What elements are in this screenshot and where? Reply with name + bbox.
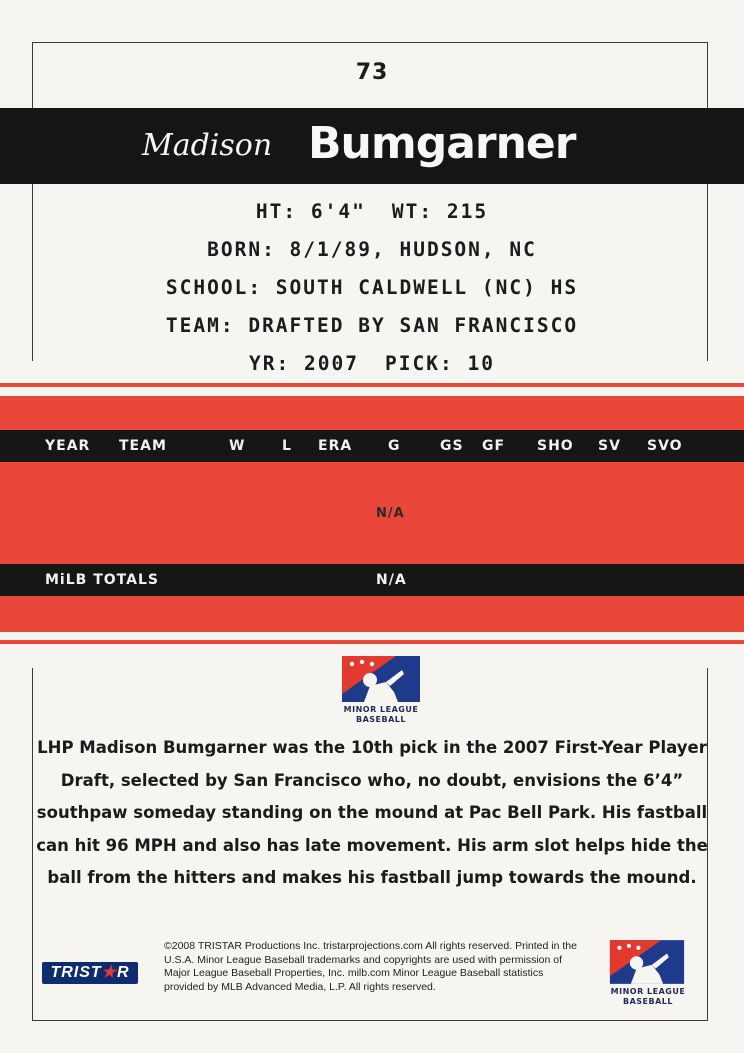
col-gf: GF bbox=[482, 438, 506, 454]
card-number: 73 bbox=[355, 60, 389, 85]
pick-label: PICK: bbox=[385, 352, 454, 375]
year-value: 2007 bbox=[304, 352, 359, 375]
tristar-text-post: R bbox=[117, 964, 130, 981]
height-value: 6'4" bbox=[310, 200, 366, 223]
stats-body-band bbox=[0, 462, 744, 564]
bio-born: BORN: 8/1/89, HUDSON, NC bbox=[207, 238, 537, 261]
red-pinstripe bbox=[0, 383, 744, 387]
col-era: ERA bbox=[318, 438, 353, 454]
milb-logo-caption bbox=[330, 705, 432, 725]
stats-bottom-band bbox=[0, 596, 744, 632]
tristar-text-pre: TRIST bbox=[50, 964, 102, 981]
totals-label: MiLB TOTALS bbox=[45, 572, 159, 588]
milb-logo-line1: MINOR LEAGUE bbox=[343, 705, 419, 714]
milb-corner-line2: BASEBALL bbox=[623, 997, 673, 1006]
player-bio-paragraph: LHP Madison Bumgarner was the 10th pick in the 2007 First-Year Player Draft, selected by San Francisco who, no doubt, envisions the 6’4” southpaw someday standing on the mound at Pac Bell Park. His fastball can hit 96 MPH and also has late movement. His arm slot helps hide the ball from the hitters and makes his fastball jump towards the mound. bbox=[36, 738, 708, 887]
stats-red-band bbox=[0, 396, 744, 430]
col-w: W bbox=[229, 438, 246, 454]
year-label: YR: bbox=[249, 352, 291, 375]
legal-text: ©2008 TRISTAR Productions Inc. tristarprojections.com All rights reserved. Printed in the U.S.A. Minor League Baseball trademarks and copyrights are used with permission of Major League Baseball Properties, Inc. milb.com Minor League Baseball statistics provided by MLB Advanced Media, L.P. All rights reserved. bbox=[164, 940, 577, 993]
col-l: L bbox=[282, 438, 292, 454]
weight-label: WT: bbox=[391, 200, 434, 223]
col-sv: SV bbox=[598, 438, 621, 454]
milb-logo-icon bbox=[340, 654, 422, 704]
bio-draft bbox=[0, 352, 744, 375]
col-svo: SVO bbox=[647, 438, 683, 454]
player-first-name: Madison bbox=[142, 128, 273, 163]
milb-corner-logo-icon bbox=[608, 938, 686, 986]
col-gs: GS bbox=[440, 438, 464, 454]
pick-value: 10 bbox=[467, 352, 495, 375]
milb-corner-line1: MINOR LEAGUE bbox=[610, 987, 686, 996]
col-g: G bbox=[388, 438, 401, 454]
stats-header-bar bbox=[0, 430, 744, 462]
milb-logo-line2: BASEBALL bbox=[356, 715, 406, 724]
bio-height-weight bbox=[0, 200, 744, 223]
stats-row-value: N/A bbox=[376, 506, 405, 521]
weight-value: 215 bbox=[446, 200, 489, 223]
milb-corner-caption bbox=[600, 987, 696, 1007]
tristar-logo bbox=[42, 962, 138, 984]
totals-value: N/A bbox=[376, 572, 407, 588]
height-label: HT: bbox=[255, 200, 298, 223]
bio-team: TEAM: DRAFTED BY SAN FRANCISCO bbox=[165, 314, 579, 337]
col-team: TEAM bbox=[119, 438, 167, 454]
tristar-star-icon: ★ bbox=[101, 964, 117, 981]
red-pinstripe-bottom bbox=[0, 640, 744, 644]
bio-school: SCHOOL: SOUTH CALDWELL (NC) HS bbox=[165, 276, 579, 299]
col-sho: SHO bbox=[537, 438, 574, 454]
col-year: YEAR bbox=[45, 438, 91, 454]
player-last-name: Bumgarner bbox=[308, 118, 576, 169]
